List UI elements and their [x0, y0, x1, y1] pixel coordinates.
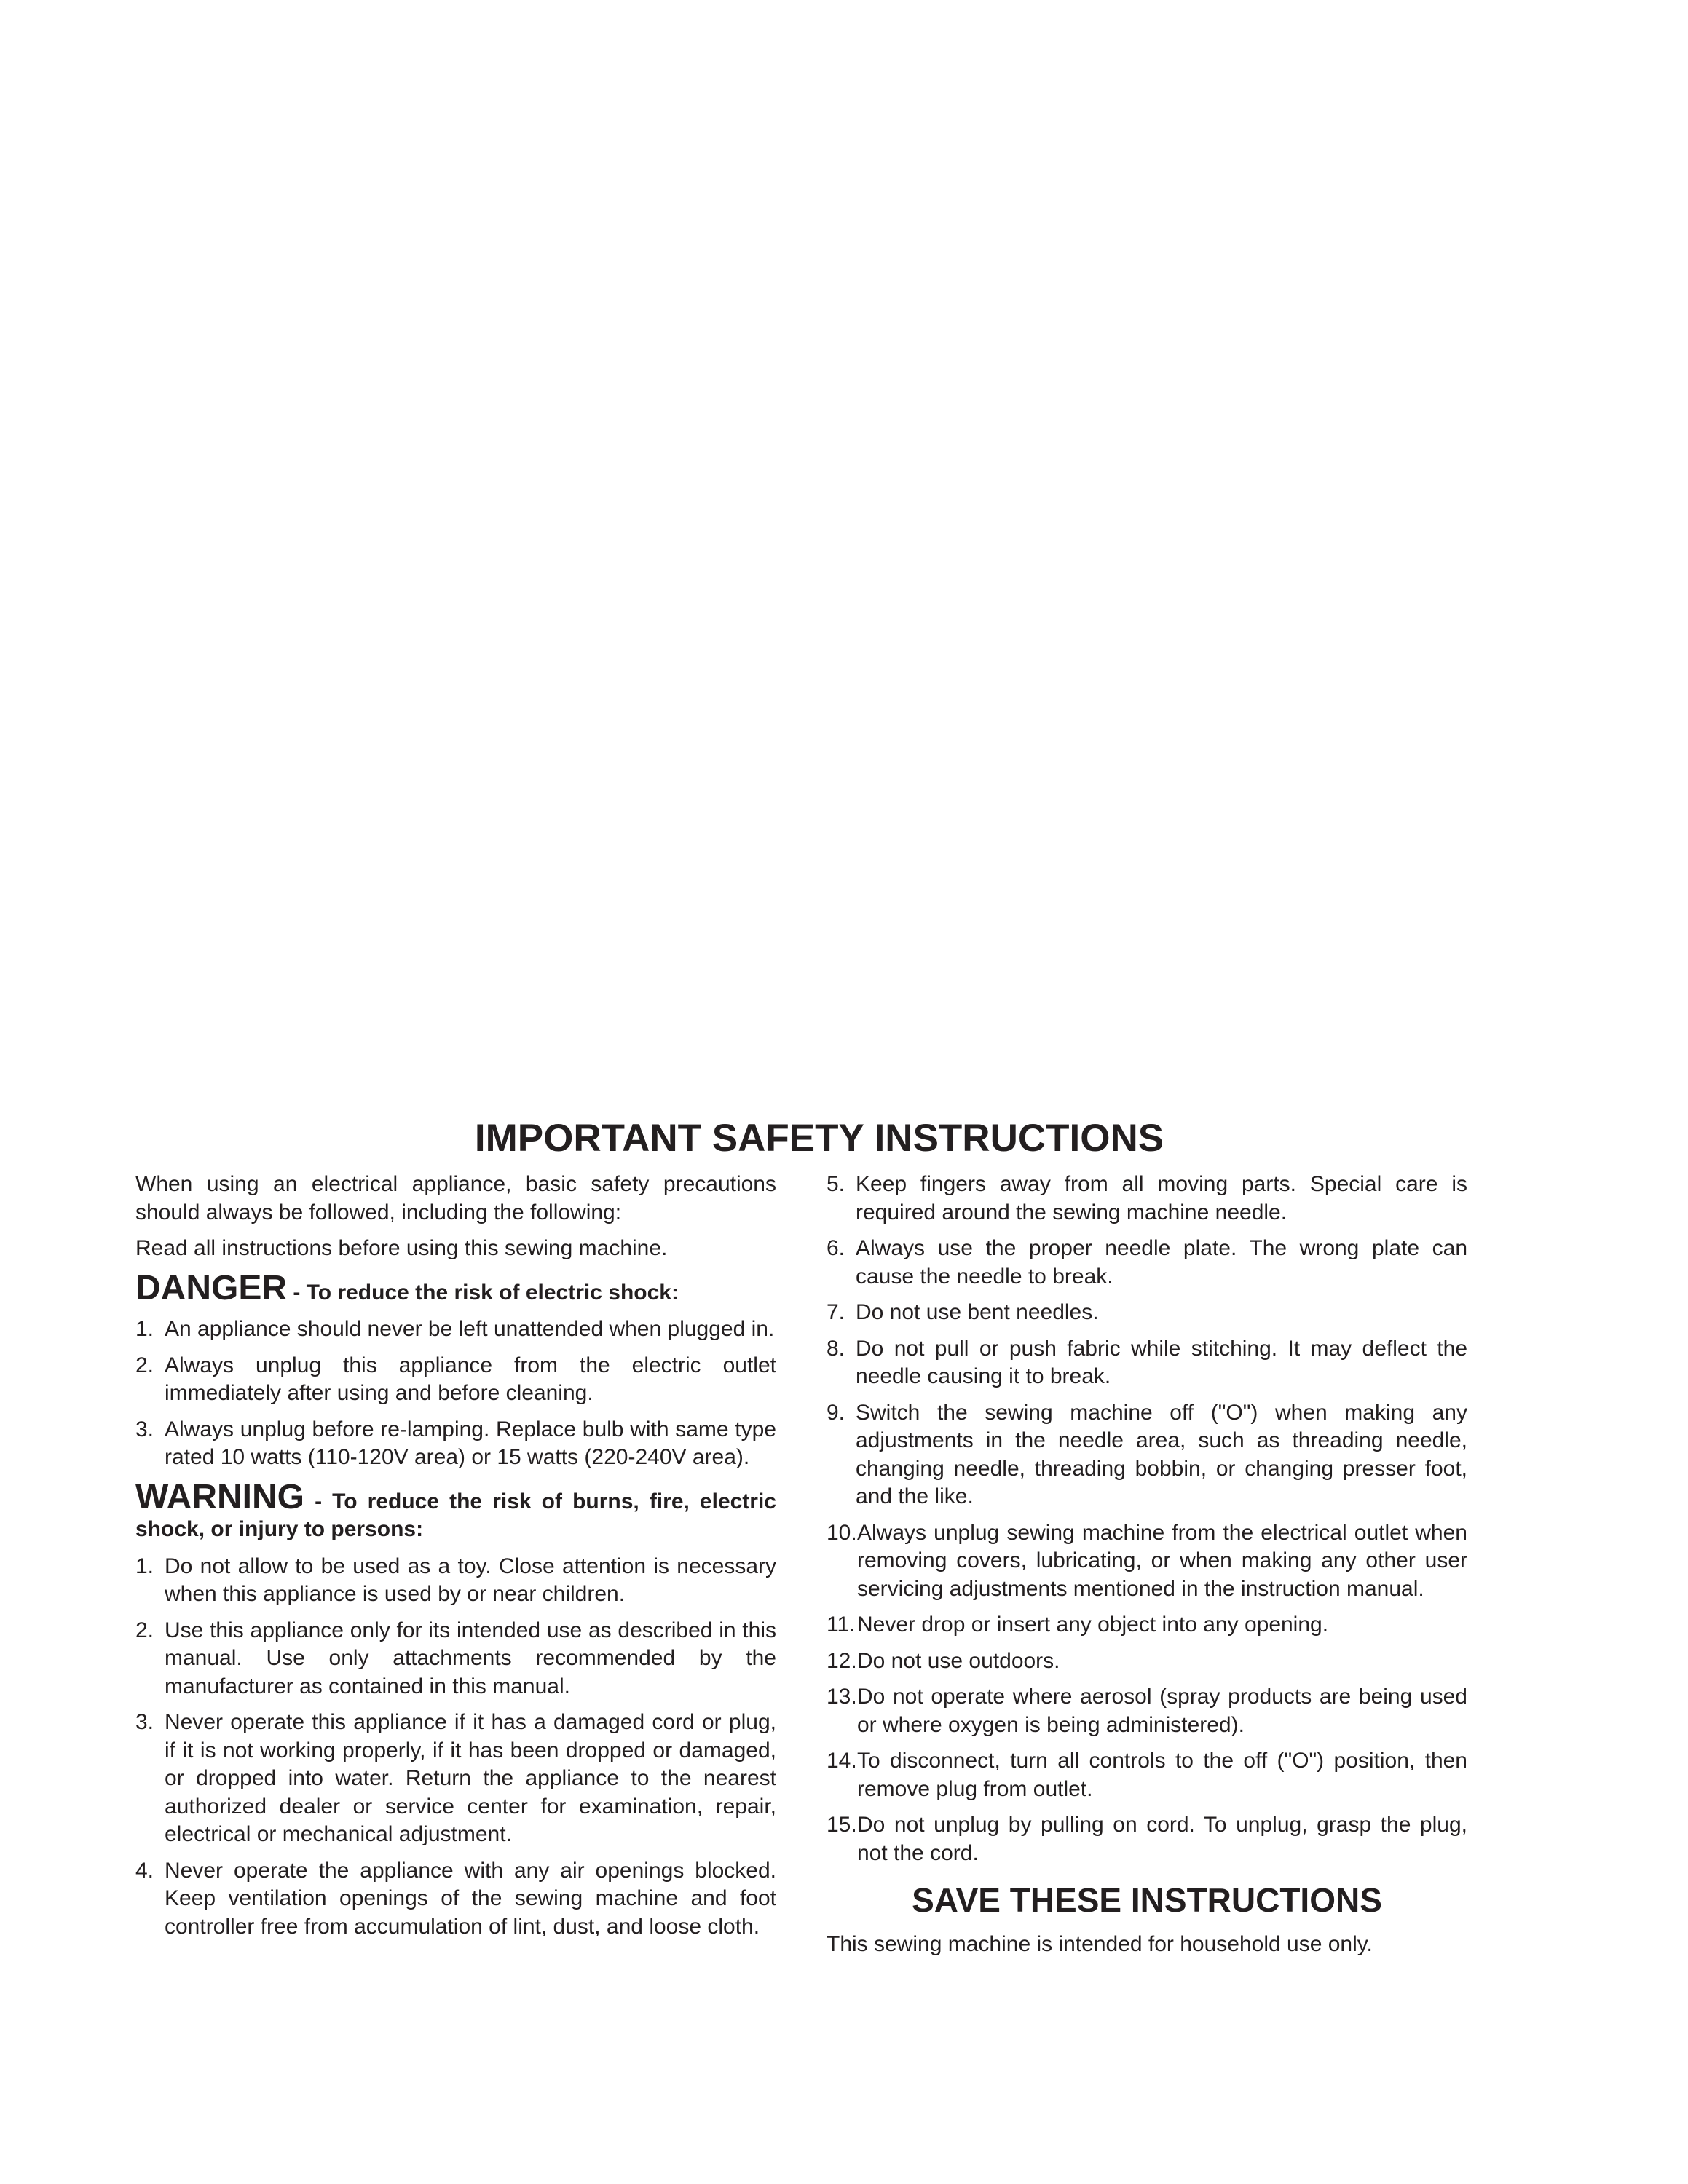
item-number: 11.	[827, 1613, 856, 1637]
danger-item	[135, 1315, 776, 1344]
item-number: 3.	[135, 1417, 154, 1441]
warning-word: WARNING	[135, 1477, 304, 1516]
danger-subtitle: - To reduce the risk of electric shock:	[293, 1280, 679, 1305]
warning-item	[827, 1399, 1467, 1511]
item-text: Always unplug before re-lamping. Replace bulb with same type rated 10 watts (110-120V area) or 15 watts (220-240V area).	[165, 1417, 776, 1469]
item-number: 1.	[135, 1554, 154, 1578]
warning-subtitle: - To reduce the risk of burns, fire, electric shock, or injury to persons:	[135, 1489, 776, 1541]
item-text: Do not use bent needles.	[856, 1300, 1099, 1324]
item-number: 4.	[135, 1858, 154, 1883]
item-text: Do not pull or push fabric while stitching. It may deflect the needle causing it to break.	[856, 1336, 1467, 1388]
item-number: 3.	[135, 1710, 154, 1734]
item-text: Never operate the appliance with any air openings blocked. Keep ventilation openings of the sewing machine and foot controller free from accumulation of lint, dust, and loose cloth.	[165, 1858, 776, 1939]
save-instructions-heading: SAVE THESE INSTRUCTIONS	[912, 1881, 1382, 1919]
intro-paragraph: When using an electrical appliance, basic safety precautions should always be followed, including the following:	[135, 1172, 776, 1224]
warning-item	[135, 1709, 776, 1849]
warning-item	[135, 1553, 776, 1609]
read-all-paragraph: Read all instructions before using this sewing machine.	[135, 1236, 668, 1260]
warning-item	[135, 1617, 776, 1701]
item-text: Do not use outdoors.	[857, 1648, 1060, 1673]
page-title: IMPORTANT SAFETY INSTRUCTIONS	[474, 1117, 1164, 1160]
item-number: 14.	[827, 1749, 857, 1773]
warning-item	[827, 1611, 1467, 1639]
item-number: 15.	[827, 1813, 857, 1837]
item-text: Always unplug this appliance from the electric outlet immediately after using and before cleaning.	[165, 1353, 776, 1405]
item-text: Never operate this appliance if it has a damaged cord or plug, if it is not working properly, if it has been dropped or damaged, or dropped into water. Return the appliance to the nearest authorized dealer or service center for examination, repair, electrical or mechanical adjustment.	[165, 1710, 776, 1846]
household-use-note: This sewing machine is intended for household use only.	[827, 1932, 1373, 1957]
warning-item	[827, 1335, 1467, 1391]
warning-item	[827, 1683, 1467, 1739]
right-column	[827, 1171, 1467, 1967]
item-number: 6.	[827, 1236, 845, 1260]
item-text: Do not allow to be used as a toy. Close attention is necessary when this appliance is used by or near children.	[165, 1554, 776, 1606]
item-number: 2.	[135, 1618, 154, 1642]
item-number: 1.	[135, 1317, 154, 1341]
item-text: Do not unplug by pulling on cord. To unplug, grasp the plug, not the cord.	[857, 1813, 1467, 1865]
item-number: 8.	[827, 1336, 845, 1361]
item-number: 13.	[827, 1685, 857, 1709]
warning-item	[827, 1299, 1467, 1327]
warning-item	[827, 1747, 1467, 1803]
warning-item	[135, 1857, 776, 1942]
item-text: Never drop or insert any object into any opening.	[857, 1613, 1329, 1637]
item-text: Do not operate where aerosol (spray products are being used or where oxygen is being administered).	[857, 1685, 1467, 1737]
danger-word: DANGER	[135, 1268, 288, 1307]
warning-heading	[135, 1477, 776, 1544]
danger-item	[135, 1416, 776, 1472]
item-number: 7.	[827, 1300, 845, 1324]
warning-item	[827, 1171, 1467, 1227]
danger-heading	[135, 1268, 776, 1307]
item-text: An appliance should never be left unattended when plugged in.	[165, 1317, 775, 1341]
item-text: Switch the sewing machine off ("O") when making any adjustments in the needle area, such as threading needle, changing needle, threading bobbin, or changing presser foot, and the like.	[856, 1400, 1467, 1508]
item-number: 12.	[827, 1648, 857, 1673]
warning-item	[827, 1647, 1467, 1676]
warning-item	[827, 1235, 1467, 1291]
item-text: To disconnect, turn all controls to the off ("O") position, then remove plug from outlet.	[857, 1749, 1467, 1801]
item-number: 2.	[135, 1353, 154, 1377]
warning-item	[827, 1519, 1467, 1604]
item-text: Use this appliance only for its intended use as described in this manual. Use only attachments recommended by the manufacturer as contained in this manual.	[165, 1618, 776, 1698]
item-number: 9.	[827, 1400, 845, 1425]
danger-item	[135, 1352, 776, 1408]
item-text: Always use the proper needle plate. The wrong plate can cause the needle to break.	[856, 1236, 1467, 1289]
item-text: Keep fingers away from all moving parts. Special care is required around the sewing machine needle.	[856, 1172, 1467, 1224]
item-number: 5.	[827, 1172, 845, 1196]
left-column	[135, 1171, 776, 1949]
warning-item	[827, 1811, 1467, 1867]
item-number: 10.	[827, 1520, 857, 1545]
item-text: Always unplug sewing machine from the electrical outlet when removing covers, lubricating, or when making any other user servicing adjustments mentioned in the instruction manual.	[857, 1520, 1467, 1601]
